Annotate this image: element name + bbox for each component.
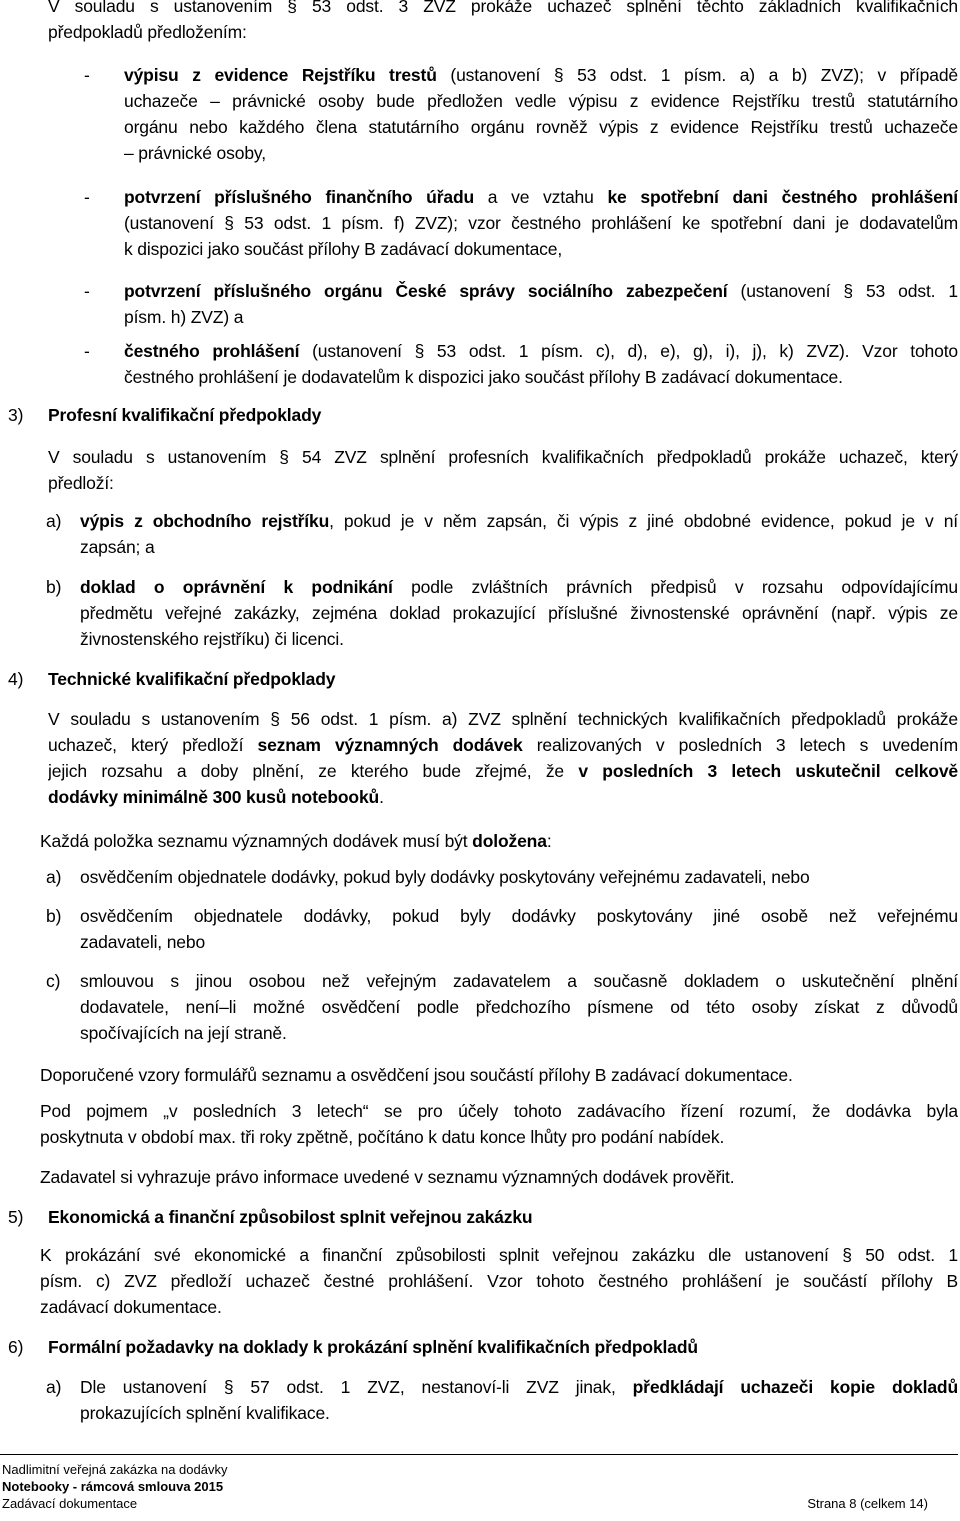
text-run: uchazeč, který předloží	[48, 735, 258, 755]
list-marker: b)	[46, 577, 62, 597]
paragraph-line: poskytnuta v období max. tři roky zpětně, počítáno k datu konce lhůty pro podání nabídek.	[40, 1127, 725, 1147]
paragraph-line: orgánu nebo každého člena statutárního orgánu rovněž výpis z evidence Rejstříku trestů uchazeče	[124, 117, 958, 137]
text-run: (ustanovení § 53 odst. 1 písm. c), d), e), g), i), j), k) ZVZ). Vzor tohoto	[299, 341, 958, 361]
text-run: a ve vztahu	[474, 187, 608, 207]
paragraph-line: spočívajících na její straně.	[80, 1023, 287, 1043]
paragraph-line: zadávací dokumentace.	[40, 1297, 222, 1317]
paragraph-line: prokazujících splnění kvalifikace.	[80, 1403, 330, 1423]
bold-text: ke spotřební dani čestného prohlášení	[607, 187, 958, 207]
list-marker: 5)	[8, 1207, 24, 1227]
bold-text: potvrzení příslušného orgánu České správy sociálního zabezpečení	[124, 281, 728, 301]
footer-tender-type: Nadlimitní veřejná zakázka na dodávky	[2, 1462, 228, 1477]
section-heading: Ekonomická a finanční způsobilost splnit veřejnou zakázku	[48, 1207, 533, 1227]
bold-text: dodávky minimálně 300 kusů notebooků	[48, 787, 380, 807]
text-run: , pokud je v něm zapsán, či výpis z jiné obdobné evidence, pokud je v ní	[329, 511, 958, 531]
footer-doc-name: Zadávací dokumentace	[2, 1496, 138, 1511]
paragraph-line: – právnické osoby,	[124, 143, 266, 163]
text-run: realizovaných v posledních 3 letech s uvedením	[522, 735, 958, 755]
text-run: .	[379, 787, 384, 807]
paragraph-line	[40, 829, 552, 853]
paragraph-line: předpokladů předložením:	[48, 22, 247, 42]
bold-text: čestného prohlášení	[124, 341, 300, 361]
bold-text: seznam významných dodávek	[257, 735, 523, 755]
paragraph-line: V souladu s ustanovením § 53 odst. 3 ZVZ prokáže uchazeč splnění těchto základních kvalifikačních	[48, 0, 958, 16]
paragraph-line	[124, 279, 958, 303]
paragraph-line: předloží:	[48, 473, 114, 493]
paragraph-line	[80, 1375, 958, 1399]
list-marker: -	[84, 341, 90, 361]
paragraph-line: V souladu s ustanovením § 54 ZVZ splnění profesních kvalifikačních předpokladů prokáže uchazeč, který	[48, 447, 958, 467]
list-marker: -	[84, 187, 90, 207]
paragraph-line: uchazeče – právnické osoby bude předložen vedle výpisu z evidence Rejstříku trestů statutárního	[124, 91, 958, 111]
paragraph-line	[124, 63, 958, 87]
text-run: Každá položka seznamu významných dodávek musí být	[40, 831, 473, 851]
text-run: jejich rozsahu a doby plnění, ze kterého bude zřejmé, že	[48, 761, 579, 781]
text-run: (ustanovení § 53 odst. 1	[727, 281, 958, 301]
paragraph-line: Pod pojmem „v posledních 3 letech“ se pro účely tohoto zadávacího řízení rozumí, že dodávka byla	[40, 1101, 958, 1121]
text-run: (ustanovení § 53 odst. 1 písm. a) a b) ZVZ); v případě	[436, 65, 958, 85]
list-marker: b)	[46, 906, 62, 926]
paragraph-line: osvědčením objednatele dodávky, pokud byly dodávky poskytovány jiné osobě než veřejnému	[80, 906, 958, 926]
bold-text: potvrzení příslušného finančního úřadu	[124, 187, 475, 207]
footer-page-number: Strana 8 (celkem 14)	[807, 1496, 928, 1511]
paragraph-line	[124, 339, 958, 363]
section-heading: Technické kvalifikační předpoklady	[48, 669, 336, 689]
bold-text: v posledních 3 letech uskutečnil celkově	[578, 761, 958, 781]
paragraph-line: smlouvou s jinou osobou než veřejným zadavatelem a současně dokladem o uskutečnění plnění	[80, 971, 958, 991]
paragraph-line: živnostenského rejstříku) či licenci.	[80, 629, 344, 649]
list-marker: a)	[46, 1377, 62, 1397]
paragraph-line	[48, 759, 958, 783]
paragraph-line: osvědčením objednatele dodávky, pokud byly dodávky poskytovány veřejnému zadavateli, nebo	[80, 867, 810, 887]
text-run: podle zvláštních právních předpisů v rozsahu odpovídajícímu	[392, 577, 958, 597]
bold-text: doložena	[472, 831, 547, 851]
paragraph-line: K prokázání své ekonomické a finanční způsobilosti splnit veřejnou zakázku dle ustanovení § 50 odst. 1	[40, 1245, 958, 1265]
section-heading: Profesní kvalifikační předpoklady	[48, 405, 322, 425]
paragraph-line: předmětu veřejné zakázky, zejména doklad prokazující příslušné živnostenské oprávnění (např. výpis ze	[80, 603, 958, 623]
paragraph-line: čestného prohlášení je dodavatelům k dispozici jako součást přílohy B zadávací dokumentace.	[124, 367, 843, 387]
list-marker: a)	[46, 867, 62, 887]
paragraph-line: (ustanovení § 53 odst. 1 písm. f) ZVZ); vzor čestného prohlášení ke spotřební dani je dodavatelům	[124, 213, 958, 233]
paragraph-line: Zadavatel si vyhrazuje právo informace uvedené v seznamu významných dodávek prověřit.	[40, 1167, 735, 1187]
paragraph-line	[48, 785, 384, 809]
footer-tender-name: Notebooky - rámcová smlouva 2015	[2, 1479, 224, 1494]
paragraph-line	[124, 185, 958, 209]
bold-text: výpisu z evidence Rejstříku trestů	[124, 65, 437, 85]
paragraph-line: k dispozici jako součást přílohy B zadávací dokumentace,	[124, 239, 563, 259]
paragraph-line: písm. h) ZVZ) a	[124, 307, 244, 327]
paragraph-line: zapsán; a	[80, 537, 155, 557]
paragraph-line: písm. c) ZVZ předloží uchazeč čestné prohlášení. Vzor tohoto čestného prohlášení je součástí přílohy B	[40, 1271, 958, 1291]
list-marker: c)	[46, 971, 61, 991]
bold-text: výpis z obchodního rejstříku	[80, 511, 330, 531]
paragraph-line	[80, 575, 958, 599]
bold-text: předkládají uchazeči kopie dokladů	[632, 1377, 958, 1397]
list-marker: 6)	[8, 1337, 24, 1357]
footer-divider	[0, 1454, 958, 1455]
text-run: Dle ustanovení § 57 odst. 1 ZVZ, nestanoví-li ZVZ jinak,	[80, 1377, 633, 1397]
list-marker: -	[84, 65, 90, 85]
section-heading: Formální požadavky na doklady k prokázání splnění kvalifikačních předpokladů	[48, 1337, 698, 1357]
bold-text: doklad o oprávnění k podnikání	[80, 577, 393, 597]
paragraph-line: Doporučené vzory formulářů seznamu a osvědčení jsou součástí přílohy B zadávací dokumentace.	[40, 1065, 793, 1085]
text-run: :	[546, 831, 552, 851]
list-marker: a)	[46, 511, 62, 531]
list-marker: -	[84, 281, 90, 301]
paragraph-line: zadavateli, nebo	[80, 932, 206, 952]
list-marker: 4)	[8, 669, 24, 689]
paragraph-line	[80, 509, 958, 533]
paragraph-line: dodavatele, není–li možné osvědčení podle předchozího písmene od této osoby získat z důvodů	[80, 997, 958, 1017]
list-marker: 3)	[8, 405, 24, 425]
paragraph-line	[48, 733, 958, 757]
paragraph-line: V souladu s ustanovením § 56 odst. 1 písm. a) ZVZ splnění technických kvalifikačních předpokladů prokáže	[48, 709, 958, 729]
